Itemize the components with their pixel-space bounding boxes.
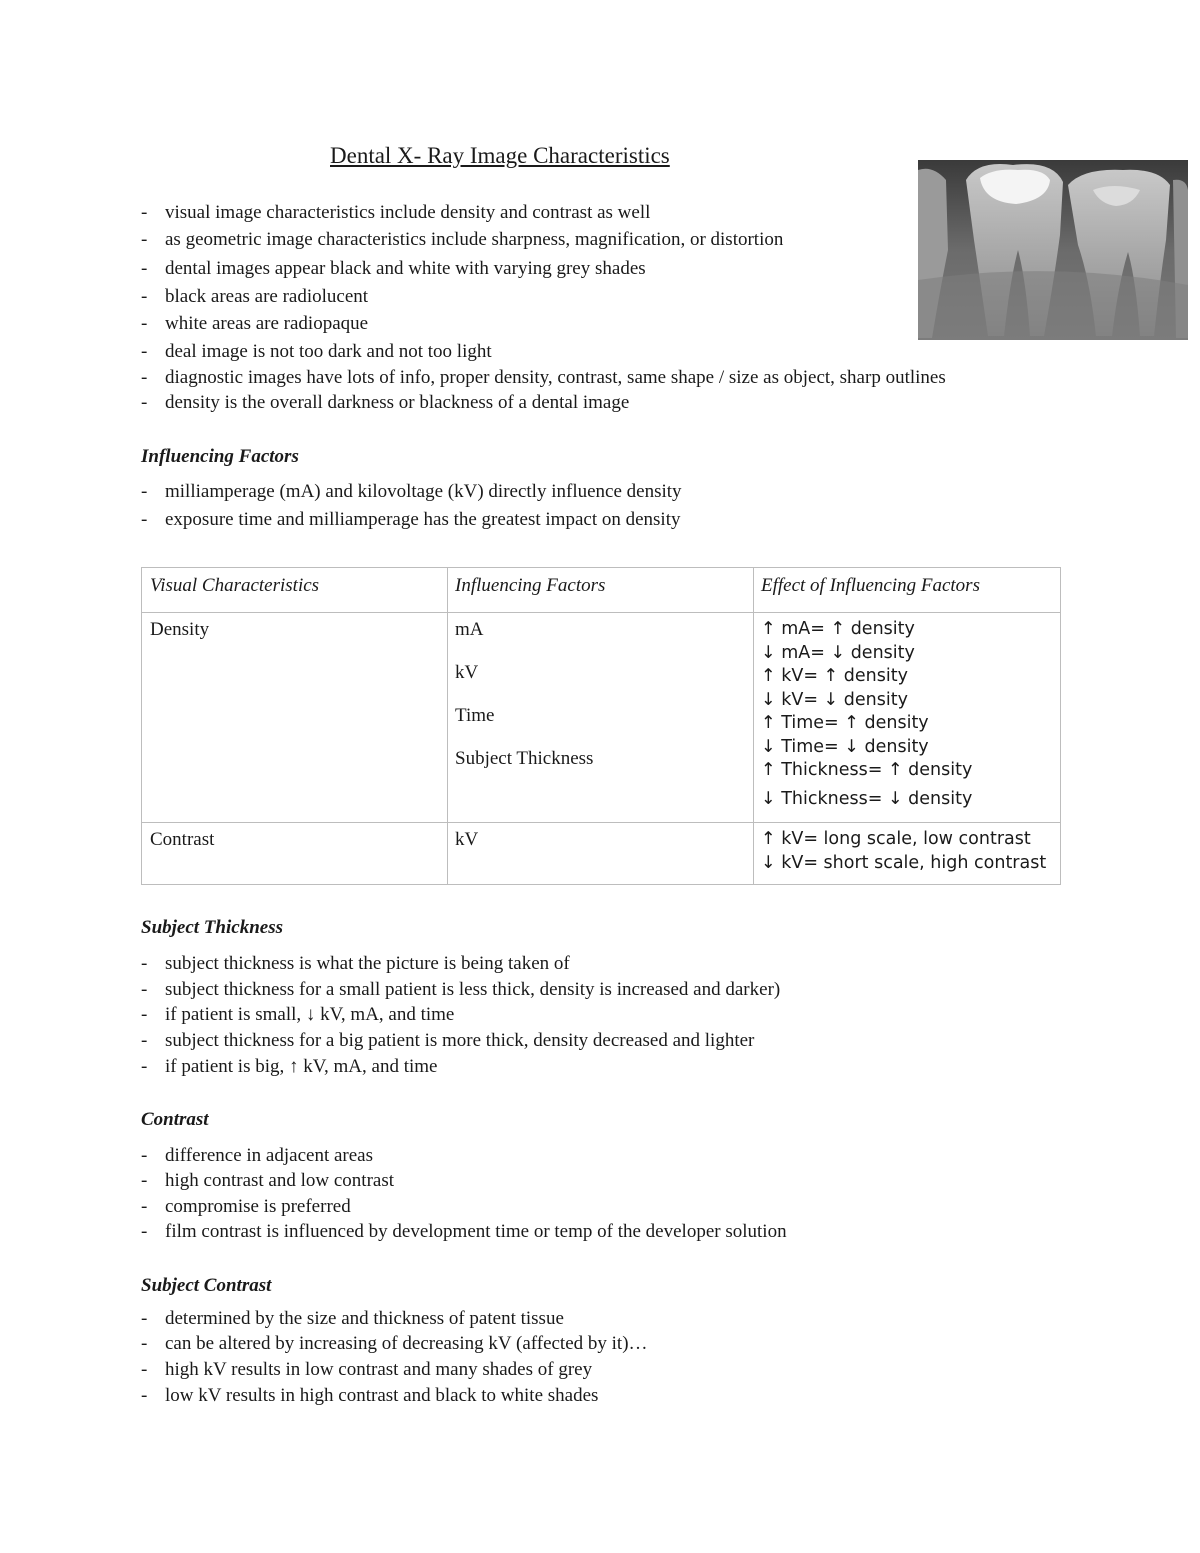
list-item: - compromise is preferred xyxy=(141,1196,787,1221)
table-cell-factor-kv-contrast: kV xyxy=(455,829,479,850)
contrast-heading: Contrast xyxy=(141,1109,209,1130)
table-row-divider xyxy=(142,822,1060,823)
table-cell-density-effects xyxy=(761,618,972,811)
list-item: - exposure time and milliamperage has the greatest impact on density xyxy=(141,509,682,537)
effect-line: ↑ kV= long scale, low contrast xyxy=(761,829,1031,849)
list-item: - density is the overall darkness or blackness of a dental image xyxy=(141,392,946,418)
list-item: - subject thickness is what the picture is being taken of xyxy=(141,953,780,979)
list-item: - milliamperage (mA) and kilovoltage (kV) directly influence density xyxy=(141,481,682,509)
subject-contrast-heading: Subject Contrast xyxy=(141,1275,272,1296)
table-header-effect: Effect of Influencing Factors xyxy=(761,575,980,596)
table-cell-contrast-effects xyxy=(761,828,1046,875)
list-item: - difference in adjacent areas xyxy=(141,1145,787,1170)
subject-thickness-bullet-list xyxy=(141,953,780,1082)
table-row-divider xyxy=(142,612,1060,613)
intro-bullet-list xyxy=(141,202,946,418)
table-cell-factor-ma: mA xyxy=(455,619,484,640)
effect-line: ↓ Thickness= ↓ density xyxy=(761,788,973,809)
influencing-factors-heading: Influencing Factors xyxy=(141,446,299,467)
table-cell-density: Density xyxy=(150,619,210,640)
list-item: - visual image characteristics include density and contrast as well xyxy=(141,202,946,229)
effect-line: ↓ mA= ↓ density xyxy=(761,642,915,663)
table-cell-factor-thickness: Subject Thickness xyxy=(455,748,594,769)
table-header-visual-characteristics: Visual Characteristics xyxy=(150,575,320,596)
list-item: - film contrast is influenced by development time or temp of the developer solution xyxy=(141,1221,787,1247)
page-title: Dental X- Ray Image Characteristics xyxy=(330,143,670,168)
table-header-influencing-factors: Influencing Factors xyxy=(455,575,606,596)
list-item: - if patient is small, ↓ kV, mA, and time xyxy=(141,1004,780,1030)
list-item: - high contrast and low contrast xyxy=(141,1170,787,1196)
table-column-divider xyxy=(447,568,448,884)
list-item: - black areas are radiolucent xyxy=(141,286,946,313)
list-item: - deal image is not too dark and not too light xyxy=(141,341,946,367)
list-item: - diagnostic images have lots of info, proper density, contrast, same shape / size as object, sharp outlines xyxy=(141,367,946,392)
contrast-bullet-list xyxy=(141,1145,787,1247)
list-item: - determined by the size and thickness of patent tissue xyxy=(141,1308,648,1333)
subject-thickness-heading: Subject Thickness xyxy=(141,917,283,938)
influencing-bullet-list xyxy=(141,481,682,537)
list-item: - subject thickness for a big patient is more thick, density decreased and lighter xyxy=(141,1030,780,1056)
list-item: - subject thickness for a small patient is less thick, density is increased and darker) xyxy=(141,979,780,1004)
table-cell-factor-time: Time xyxy=(455,705,495,726)
list-item: - as geometric image characteristics include sharpness, magnification, or distortion xyxy=(141,229,946,258)
effect-line: ↓ kV= short scale, high contrast xyxy=(761,852,1047,873)
list-item: - dental images appear black and white with varying grey shades xyxy=(141,258,946,286)
list-item: - can be altered by increasing of decreasing kV (affected by it)… xyxy=(141,1333,648,1359)
effect-line: ↓ kV= ↓ density xyxy=(761,689,908,710)
list-item: - if patient is big, ↑ kV, mA, and time xyxy=(141,1056,780,1082)
table-column-divider xyxy=(753,568,754,884)
dental-xray-graphic xyxy=(918,160,1188,340)
effect-line: ↑ mA= ↑ density xyxy=(761,619,915,639)
list-item: - white areas are radiopaque xyxy=(141,313,946,341)
table-cell-contrast: Contrast xyxy=(150,829,215,850)
list-item: - high kV results in low contrast and many shades of grey xyxy=(141,1359,648,1385)
dental-xray-image xyxy=(918,160,1188,340)
effect-line: ↑ kV= ↑ density xyxy=(761,666,908,686)
table-cell-factor-kv: kV xyxy=(455,662,479,683)
effect-line: ↑ Thickness= ↑ density xyxy=(761,760,973,780)
effect-line: ↓ Time= ↓ density xyxy=(761,736,929,757)
characteristics-table xyxy=(141,567,1061,885)
subject-contrast-bullet-list xyxy=(141,1308,648,1411)
list-item: - low kV results in high contrast and black to white shades xyxy=(141,1385,648,1411)
effect-line: ↑ Time= ↑ density xyxy=(761,713,929,733)
